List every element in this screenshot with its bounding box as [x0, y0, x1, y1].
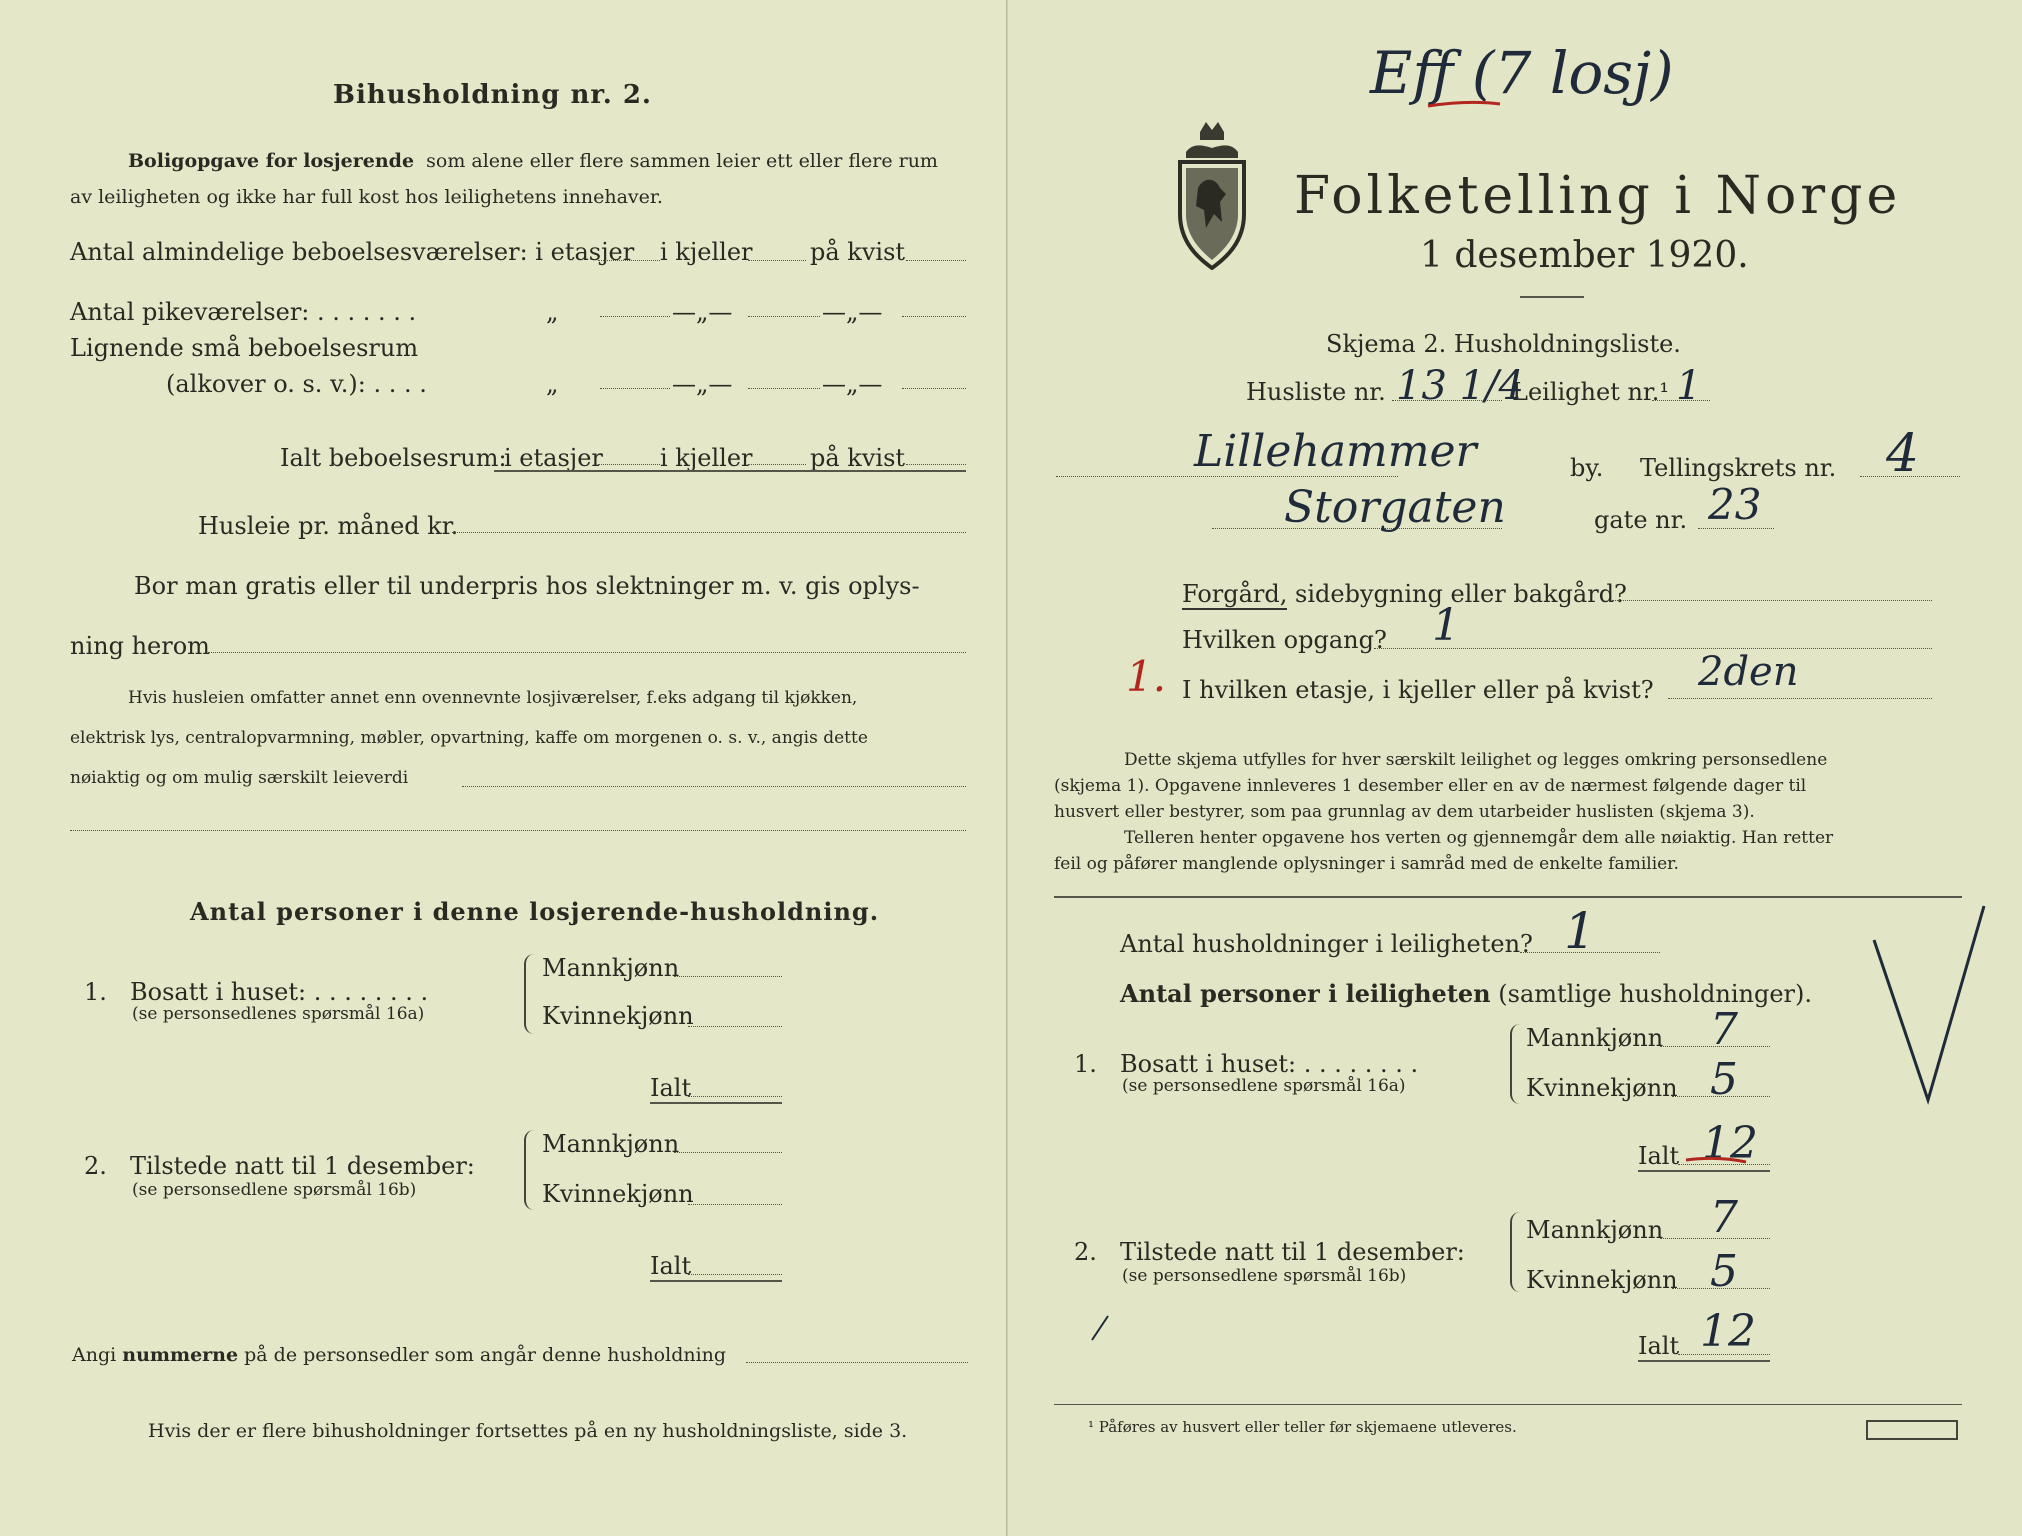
right-q1-mann-label: Mannkjønn — [1526, 1024, 1664, 1052]
rooms-kjeller-label: i kjeller — [660, 238, 753, 266]
handwritten-gate-name: Storgaten — [1284, 482, 1506, 533]
angi-rest: på de personsedler som angår denne husholdning — [244, 1344, 727, 1366]
left-q2-label: Tilstede natt til 1 desember: — [130, 1152, 475, 1180]
left-q1-mann-field[interactable] — [674, 976, 782, 977]
pike-label: Antal pikeværelser: . . . . . . . — [70, 298, 417, 326]
lignende-kvist-field[interactable] — [902, 388, 966, 389]
ialt-label: Ialt beboelsesrum: — [280, 444, 507, 472]
right-q1-ialt-label: Ialt — [1638, 1142, 1680, 1170]
rooms-kjeller-field[interactable] — [748, 260, 806, 261]
antal-personer-bold: Antal personer i leiligheten — [1120, 979, 1491, 1008]
left-q2-ialt-label: Ialt — [650, 1252, 692, 1280]
left-page-bihusholdning — [0, 0, 1008, 1536]
right-q2-kvinne-label: Kvinnekjønn — [1526, 1266, 1678, 1294]
right-q2-sub: (se personsedlene spørsmål 16b) — [1122, 1266, 1407, 1286]
opgang-label: Hvilken opgang? — [1182, 626, 1387, 654]
gratis-line-1: Bor man gratis eller til underpris hos slektninger m. v. gis oplys- — [134, 572, 920, 600]
handwritten-leilighet-nr: 1 — [1676, 363, 1702, 409]
persons-heading: Antal personer i denne losjerende-husholdning. — [190, 897, 880, 926]
ialt-kvist-label: på kvist — [810, 444, 906, 472]
forgard-rest: sidebygning eller bakgård? — [1295, 580, 1627, 608]
husleie-field[interactable] — [452, 532, 966, 533]
gratis-field[interactable] — [208, 652, 966, 653]
footnote: ¹ Påføres av husvert eller teller før skjemaene utleveres. — [1088, 1418, 1517, 1436]
info-line-1: Dette skjema utfylles for hver særskilt leilighet og legges omkring personsedlene — [1124, 750, 1828, 770]
right-q2-number: 2. — [1074, 1238, 1097, 1266]
hvis-line-2: elektrisk lys, centralopvarmning, møbler, opvartning, kaffe om morgenen o. s. v., angis dette — [70, 728, 868, 748]
left-q2-brace — [524, 1130, 534, 1210]
left-q1-ialt-field[interactable] — [688, 1096, 782, 1097]
handwriting-strokes — [1008, 0, 2022, 1536]
handwritten-bosatt-mann: 7 — [1710, 1004, 1738, 1055]
intro-bold: Boligopgave for losjerende — [128, 150, 415, 172]
ialt-kvist-field[interactable] — [906, 464, 966, 465]
left-q1-mann-label: Mannkjønn — [542, 954, 680, 982]
tellingskrets-label: Tellingskrets nr. — [1640, 454, 1837, 482]
handwritten-top-note: Eff (7 losj) — [1370, 39, 1674, 107]
ialt-kjeller-field[interactable] — [748, 464, 806, 465]
handwritten-bosatt-ialt: 12 — [1702, 1118, 1758, 1169]
lignende-ditto-3: —„— — [822, 370, 883, 398]
husliste-label: Husliste nr. — [1246, 378, 1386, 406]
intro-rest: som alene eller flere sammen leier ett eller flere rum — [426, 150, 938, 172]
angi-pre: Angi — [72, 1344, 117, 1366]
left-q2-kvinne-field[interactable] — [688, 1204, 782, 1205]
intro-line-2: av leiligheten og ikke har full kost hos leilighetens innehaver. — [70, 186, 663, 208]
info-line-4: Telleren henter opgavene hos verten og gjennemgår dem alle nøiaktig. Han retter — [1124, 828, 1834, 848]
handwritten-tilstede-ialt: 12 — [1700, 1306, 1756, 1357]
left-q1-kvinne-field[interactable] — [688, 1026, 782, 1027]
left-q2-ialt-field[interactable] — [688, 1274, 782, 1275]
rooms-kvist-label: på kvist — [810, 238, 906, 266]
red-underline-stroke — [1428, 102, 1500, 106]
left-q1-sub: (se personsedlenes spørsmål 16a) — [132, 1004, 425, 1024]
handwritten-red-margin-mark: 1. — [1126, 652, 1167, 701]
red-ialt-mark — [1686, 1158, 1746, 1162]
left-q1-brace — [524, 954, 534, 1034]
handwritten-etasje: 2den — [1698, 649, 1799, 695]
handwritten-husliste-nr: 13 1/4 — [1396, 363, 1524, 409]
right-q1-label: Bosatt i huset: . . . . . . . . — [1120, 1050, 1419, 1078]
gate-label: gate nr. — [1594, 506, 1688, 534]
lignende-kjeller-field[interactable] — [748, 388, 820, 389]
pike-kvist-field[interactable] — [902, 316, 966, 317]
left-q2-mann-label: Mannkjønn — [542, 1130, 680, 1158]
form-date: 1 desember 1920. — [1420, 235, 1749, 276]
right-q2-label: Tilstede natt til 1 desember: — [1120, 1238, 1465, 1266]
right-page-husholdningsliste — [1008, 0, 2022, 1536]
left-q1-kvinne-label: Kvinnekjønn — [542, 1002, 694, 1030]
lignende-ditto-2: —„— — [672, 370, 733, 398]
leilighet-label: Leilighet nr.¹ — [1512, 378, 1670, 406]
by-label: by. — [1570, 454, 1604, 482]
lignende-line-1: Lignende små beboelsesrum — [70, 334, 419, 362]
handwritten-bosatt-kvinne: 5 — [1710, 1054, 1738, 1105]
intro-line-1 — [128, 152, 938, 171]
hvis-line-1: Hvis husleien omfatter annet enn ovennevnte losjiværelser, f.eks adgang til kjøkken, — [128, 688, 858, 708]
left-q1-ialt-underline — [650, 1102, 782, 1104]
antal-husholdninger-label: Antal husholdninger i leiligheten? — [1120, 930, 1533, 958]
info-line-3: husvert eller bestyrer, som paa grunnlag av dem utarbeider huslisten (skjema 3). — [1054, 802, 1755, 822]
form-main-title: Folketelling i Norge — [1294, 166, 1902, 226]
handwritten-tilstede-kvinne: 5 — [1710, 1246, 1738, 1297]
info-line-5: feil og påfører manglende oplysninger i samråd med de enkelte familier. — [1054, 854, 1679, 874]
left-q2-mann-field[interactable] — [674, 1152, 782, 1153]
handwritten-tilstede-mann: 7 — [1710, 1192, 1738, 1243]
rooms-label: Antal almindelige beboelsesværelser: i etasjer — [70, 238, 635, 266]
left-title: Bihusholdning nr. 2. — [333, 80, 652, 110]
handwritten-tellingskrets: 4 — [1886, 424, 1920, 484]
angi-line — [72, 1346, 726, 1365]
left-q2-number: 2. — [84, 1152, 107, 1180]
leieverdi-field-2[interactable] — [70, 830, 966, 831]
angi-bold: nummerne — [122, 1344, 239, 1366]
ialt-underline — [494, 470, 966, 472]
check-mark-icon — [1874, 906, 1984, 1100]
lignende-etasjer-field[interactable] — [600, 388, 670, 389]
left-q1-number: 1. — [84, 978, 107, 1006]
pike-ditto: „ — [546, 298, 559, 326]
lignende-ditto: „ — [546, 370, 559, 398]
left-q1-label: Bosatt i huset: . . . . . . . . — [130, 978, 429, 1006]
leieverdi-field[interactable] — [462, 786, 966, 787]
pike-etasjer-field[interactable] — [600, 316, 670, 317]
rooms-etasjer-field[interactable] — [598, 260, 660, 261]
left-footer: Hvis der er flere bihusholdninger fortsettes på en ny husholdningsliste, side 3. — [148, 1420, 908, 1442]
handwritten-by-name: Lillehammer — [1194, 426, 1477, 477]
handwritten-husholdninger: 1 — [1564, 902, 1596, 960]
etasje-label: I hvilken etasje, i kjeller eller på kvist? — [1182, 676, 1654, 704]
pike-kjeller-field[interactable] — [748, 316, 820, 317]
right-q2-mann-label: Mannkjønn — [1526, 1216, 1664, 1244]
husleie-label: Husleie pr. måned kr. — [198, 512, 459, 540]
right-q1-kvinne-label: Kvinnekjønn — [1526, 1074, 1678, 1102]
forgard-word: Forgård, — [1182, 580, 1288, 608]
gratis-line-2: ning herom — [70, 632, 210, 660]
left-q1-ialt-label: Ialt — [650, 1074, 692, 1102]
rooms-kvist-field[interactable] — [906, 260, 966, 261]
pike-ditto-2: —„— — [672, 298, 733, 326]
handwritten-gate-nr: 23 — [1708, 480, 1762, 529]
info-line-2: (skjema 1). Opgavene innleveres 1 desember eller en av de nærmest følgende dager til — [1054, 776, 1807, 796]
angi-field[interactable] — [746, 1362, 968, 1363]
ialt-kjeller-label: i kjeller — [660, 444, 753, 472]
pencil-tick — [1092, 1316, 1108, 1340]
right-q1-number: 1. — [1074, 1050, 1097, 1078]
lignende-line-2: (alkover o. s. v.): . . . . — [166, 370, 427, 398]
skjema-label: Skjema 2. Husholdningsliste. — [1326, 330, 1681, 358]
hvis-line-3: nøiaktig og om mulig særskilt leieverdi — [70, 768, 409, 788]
ialt-etasjer-label: i etasjer — [504, 444, 603, 472]
right-q2-ialt-label: Ialt — [1638, 1332, 1680, 1360]
antal-personer-rest: (samtlige husholdninger). — [1498, 980, 1813, 1008]
pike-ditto-3: —„— — [822, 298, 883, 326]
right-q1-sub: (se personsedlene spørsmål 16a) — [1122, 1076, 1406, 1096]
left-q2-sub: (se personsedlene spørsmål 16b) — [132, 1180, 417, 1200]
left-q2-kvinne-label: Kvinnekjønn — [542, 1180, 694, 1208]
left-q2-ialt-underline — [650, 1280, 782, 1282]
ialt-etasjer-field[interactable] — [598, 464, 660, 465]
handwritten-opgang: 1 — [1432, 600, 1460, 651]
